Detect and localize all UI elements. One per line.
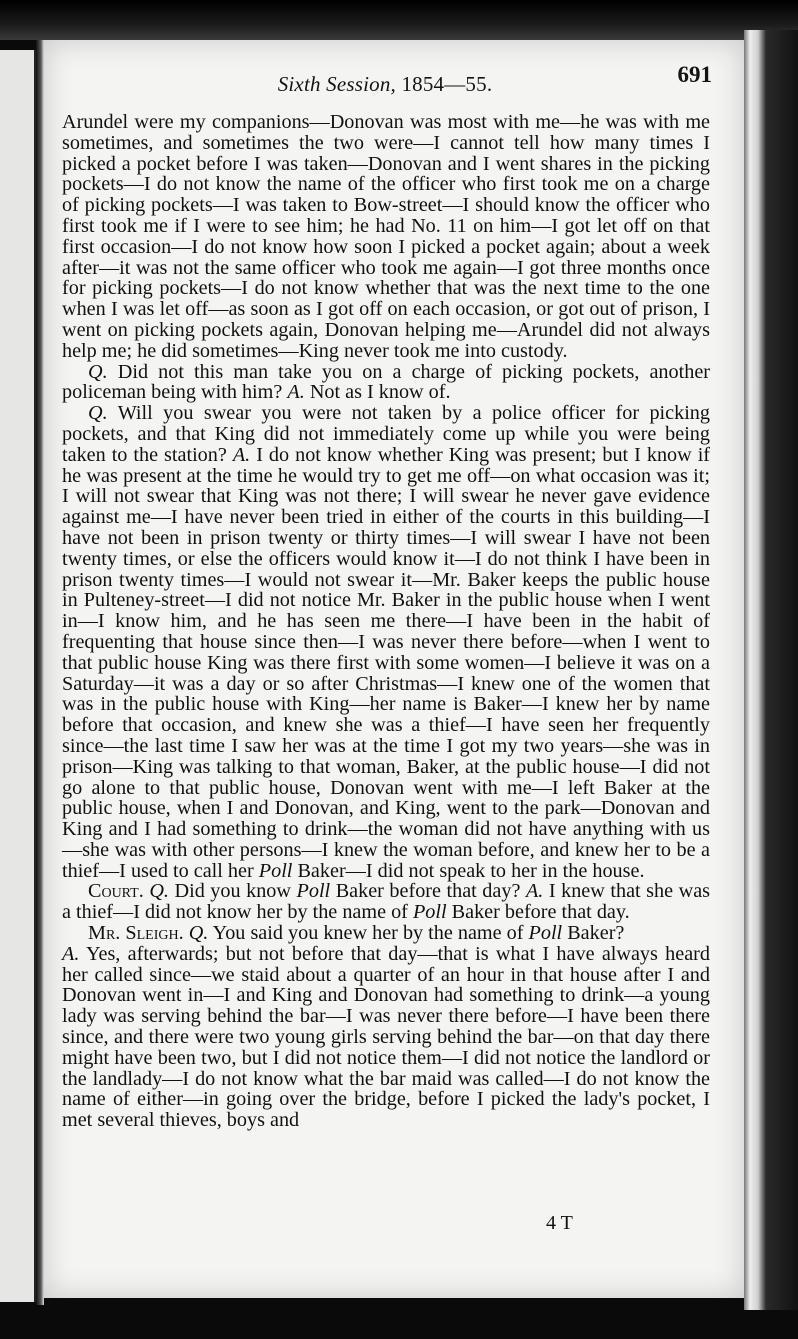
page-edge-shadow	[744, 30, 798, 1310]
question-label: Q.	[88, 360, 108, 383]
answer-text: Yes, afterwards; but not before that day—that is what I have always heard her called since—we staid about a quarter of an hour in that house after I and Donovan went in—I and King and Donovan had something to drink—a young lady was serving behind the bar—I was never there before—I have been there since, and there were two young girls serving behind the bar—on that day there might have been two, but I did not notice them—I did not notice the landlord or the landlady—I do not know what the bar maid was called—I do not know the name of either—in going over the bridge, before I picked the lady's pocket, I met several thieves, boys and	[62, 942, 710, 1132]
answer-text-end: Baker—I did not speak to her in the house.	[297, 859, 645, 882]
signature-mark: 4 T	[546, 1212, 573, 1234]
facing-page-edge	[0, 50, 37, 1302]
question-text: Did not this man take you on a charge of picking pockets, another policeman being with him?	[62, 360, 710, 404]
question-label: Q.	[88, 402, 108, 425]
book-gutter	[36, 40, 44, 1305]
paragraph-2	[62, 362, 710, 404]
session-label: Sixth Session,	[277, 72, 396, 96]
paragraph-1-text: Arundel were my companions—Donovan was most with me—he was with me sometimes, and sometimes the two were—I cannot tell how many times I picked a pocket before I was taken—Donovan and I went shares in the picking pockets—I do not know the name of the officer who first took me on a charge of picking pockets—I was taken to Bow-street—I should know the officer who first took me if I were to see him; he had No. 11 on him—I got let off on that first occasion—I do not know how soon I picked a pocket again; about a week after—it was not the same officer who took me again—I got three months once for picking pockets—I do not know whether that was the next time to the one when I was let off—as soon as I got off on each occasion, or got out of prison, I went on picking pockets again, Donovan helping me—Arundel did not always help me; he did sometimes—King never took me into custody.	[62, 111, 710, 362]
name-italic: Poll	[528, 922, 563, 945]
answer-text-end: Baker before that day.	[451, 901, 630, 924]
paragraph-3	[62, 403, 710, 881]
name-italic: Poll	[412, 901, 447, 924]
paragraph-5	[62, 923, 710, 1131]
question-text: You said you knew her by the name of	[212, 922, 524, 945]
paragraph-4	[62, 881, 710, 923]
answer-text: Not as I know of.	[309, 381, 451, 404]
page-number: 691	[677, 62, 712, 87]
paragraph-1	[62, 112, 710, 362]
name-italic: Poll	[258, 859, 293, 882]
body-text	[62, 112, 710, 1131]
session-years: 1854—55.	[401, 72, 493, 96]
question-label: Q.	[188, 922, 209, 945]
speaker-sleigh: Mr. Sleigh.	[88, 922, 184, 945]
answer-text: I do not know whether King was present; but I know if he was present at the time he would try to get me off—on what occasion was it; I will not swear that King was not there; I will swear he never gave evidence against me—I have never been tried in either of the courts in this building—I have not been in prison twenty or thirty times—I will swear I have not been twenty times, or else the officers would know it—I do not think I have been in prison twenty times—I would not swear it—Mr. Baker keeps the public house in Pulteney-street—I did not notice Mr. Baker in the public house when I went in—I know him, and he has seen me there—I have been in the habit of frequenting that house since then—I was never there before—when I went to that public house King was there first with some women—I believe it was on a Saturday—it was a day or so after Christmas—I knew one of the women that was in the public house with King—her name is Baker—I knew her by name before that occasion, and knew she was a thief—I have seen her frequently since—the last time I saw her was at the time I got my two years—she was in prison—King was talking to that woman, Baker, at the public house—I did not go alone to that public house, Donovan went with me—I left Baker at the public house, when I and Donovan, and King, went to the park—Donovan and King and I had something to drink—the woman did not have anything with us—she was with other persons—I knew the woman before, and knew her to be a thief—I used to call her	[62, 443, 711, 882]
answer-label: A.	[232, 443, 251, 466]
question-text-end: Baker?	[567, 922, 625, 945]
running-head	[58, 72, 712, 97]
name-italic: Poll	[296, 880, 331, 903]
page-header	[58, 62, 712, 96]
answer-label: A.	[62, 942, 80, 965]
question-text: Did you know	[174, 880, 291, 903]
question-text: Will you swear you were not taken by a police officer for picking pockets, and that King did not immediately come up while you were being taken to the station?	[62, 402, 710, 466]
question-text-end: Baker before that day?	[335, 880, 521, 903]
answer-text: I knew that she was a thief—I did not know her by the name of	[62, 880, 711, 924]
question-label: Q.	[149, 880, 169, 903]
speaker-court: Court.	[88, 880, 144, 903]
scan-top-edge	[0, 0, 798, 40]
answer-label: A.	[287, 381, 305, 404]
answer-label: A.	[525, 880, 544, 903]
